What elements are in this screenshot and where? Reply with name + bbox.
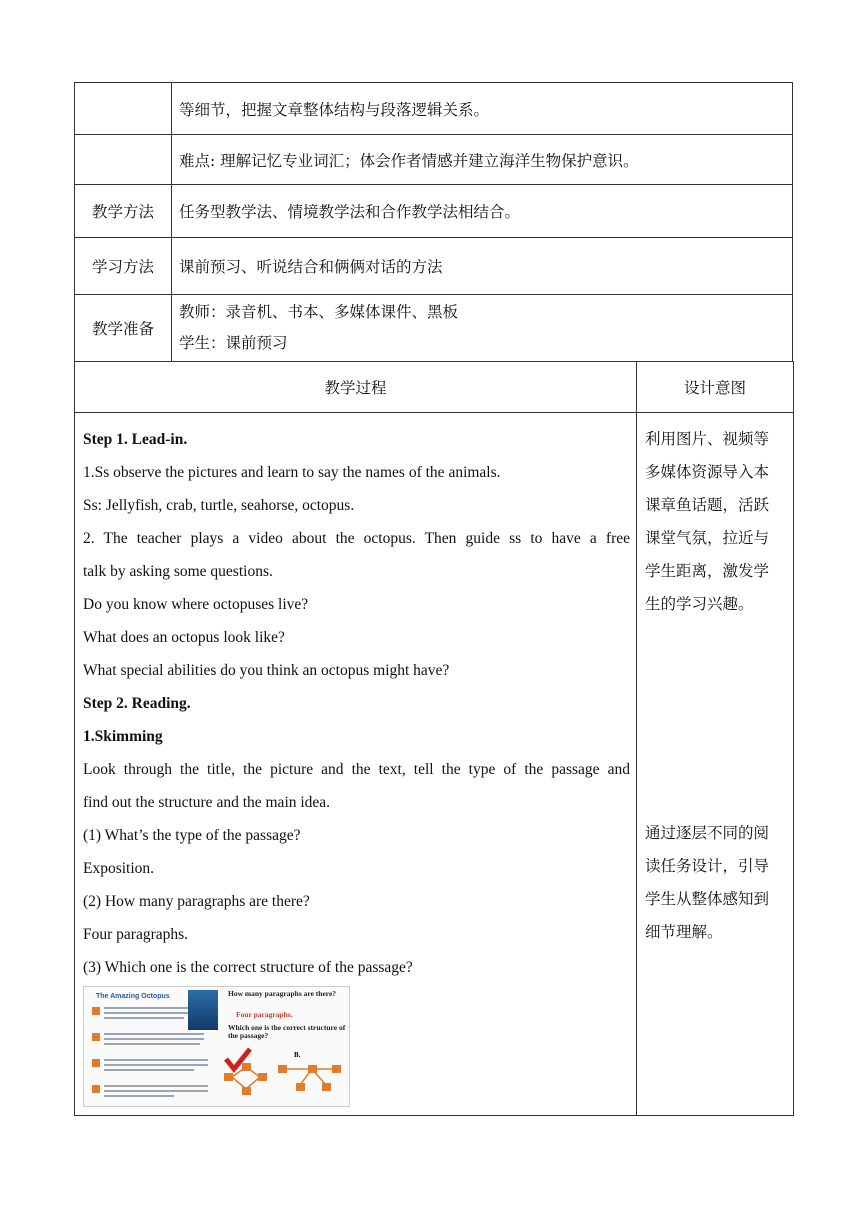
intent-line: 学生从整体感知到 bbox=[645, 890, 770, 908]
study-label: 学习方法 bbox=[75, 238, 172, 295]
process-line: Look through the title, the picture and the text, tell the type of the passage and bbox=[83, 761, 630, 778]
option-b-label: B. bbox=[294, 1051, 301, 1059]
node bbox=[322, 1083, 331, 1091]
process-line: Exposition. bbox=[83, 860, 155, 877]
intent-line: 多媒体资源导入本 bbox=[645, 463, 770, 481]
process-line: Do you know where octopuses live? bbox=[83, 596, 309, 613]
intent-header: 设计意图 bbox=[637, 362, 794, 413]
prep-student: 学生：课前预习 bbox=[179, 334, 288, 352]
step1-heading: Step 1. Lead-in. bbox=[83, 431, 188, 448]
slide-title: The Amazing Octopus bbox=[96, 993, 170, 1000]
process-line: (1) What’s the type of the passage? bbox=[83, 827, 301, 844]
step2-heading: Step 2. Reading. bbox=[83, 695, 191, 712]
process-line: talk by asking some questions. bbox=[83, 563, 273, 580]
octopus-picture bbox=[188, 990, 218, 1030]
prep-content bbox=[172, 295, 793, 362]
paragraph-marker bbox=[92, 1007, 100, 1015]
process-line: find out the structure and the main idea. bbox=[83, 794, 331, 811]
node bbox=[296, 1083, 305, 1091]
text-line bbox=[104, 1012, 188, 1014]
node bbox=[242, 1063, 251, 1071]
process-header: 教学过程 bbox=[75, 362, 637, 413]
text-line bbox=[104, 1064, 208, 1066]
text-line bbox=[104, 1033, 204, 1035]
node bbox=[332, 1065, 341, 1073]
text-line bbox=[104, 1038, 204, 1040]
paragraph-marker bbox=[92, 1059, 100, 1067]
slide-question1: How many paragraphs are there? bbox=[228, 989, 337, 998]
text-line bbox=[104, 1085, 208, 1087]
process-content bbox=[75, 413, 637, 1116]
slide-question2: Which one is the correct structure of the passage? bbox=[228, 1023, 346, 1040]
intent-line: 利用图片、视频等 bbox=[645, 430, 770, 448]
study-content: 课前预习、听说结合和俩俩对话的方法 bbox=[172, 238, 793, 295]
text-line bbox=[104, 1043, 200, 1045]
intent-content bbox=[637, 413, 794, 1116]
process-line: What special abilities do you think an octopus might have? bbox=[83, 662, 450, 679]
node bbox=[308, 1065, 317, 1073]
node bbox=[242, 1087, 251, 1095]
text-line bbox=[104, 1095, 174, 1097]
prep-label: 教学准备 bbox=[75, 295, 172, 362]
empty-label-cell bbox=[75, 83, 172, 135]
paragraph-marker bbox=[92, 1085, 100, 1093]
paragraph-marker bbox=[92, 1033, 100, 1041]
document-page bbox=[74, 82, 793, 1116]
intent-line: 通过逐层不同的阅 bbox=[645, 824, 770, 842]
intent-line: 读任务设计，引导 bbox=[645, 857, 770, 875]
node bbox=[224, 1073, 233, 1081]
intent-line: 课堂气氛，拉近与 bbox=[645, 529, 770, 547]
text-line bbox=[104, 1069, 194, 1071]
process-line: (2) How many paragraphs are there? bbox=[83, 893, 310, 910]
text-line bbox=[104, 1017, 184, 1019]
intent-spacer bbox=[645, 621, 787, 817]
structure-diagrams bbox=[220, 1047, 346, 1103]
info-table bbox=[74, 82, 793, 362]
method-content: 任务型教学法、情境教学法和合作教学法相结合。 bbox=[172, 185, 793, 238]
method-label: 教学方法 bbox=[75, 185, 172, 238]
text-line bbox=[104, 1090, 208, 1092]
slide-answer1: Four paragraphs. bbox=[236, 1010, 293, 1019]
intent-line: 细节理解。 bbox=[645, 923, 723, 941]
intent-line: 生的学习兴趣。 bbox=[645, 595, 754, 613]
text-line bbox=[104, 1007, 188, 1009]
node bbox=[258, 1073, 267, 1081]
process-line: What does an octopus look like? bbox=[83, 629, 285, 646]
process-line: Ss: Jellyfish, crab, turtle, seahorse, octopus. bbox=[83, 497, 355, 514]
process-line: 2. The teacher plays a video about the octopus. Then guide ss to have a free bbox=[83, 530, 630, 547]
process-table bbox=[74, 361, 794, 1116]
process-line: Four paragraphs. bbox=[83, 926, 189, 943]
prep-teacher: 教师：录音机、书本、多媒体课件、黑板 bbox=[179, 303, 459, 321]
process-line: 1.Ss observe the pictures and learn to say the names of the animals. bbox=[83, 464, 501, 481]
intent-line: 课章鱼话题，活跃 bbox=[645, 496, 770, 514]
skimming-heading: 1.Skimming bbox=[83, 728, 163, 745]
node bbox=[278, 1065, 287, 1073]
empty-label-cell bbox=[75, 135, 172, 185]
text-line bbox=[104, 1059, 208, 1061]
difficulty-content: 难点: 理解记忆专业词汇；体会作者情感并建立海洋生物保护意识。 bbox=[172, 135, 793, 185]
process-line: (3) Which one is the correct structure of the passage? bbox=[83, 959, 413, 976]
row1-content: 等细节，把握文章整体结构与段落逻辑关系。 bbox=[172, 83, 793, 135]
lesson-slide-image bbox=[83, 986, 350, 1107]
intent-line: 学生距离，激发学 bbox=[645, 562, 770, 580]
